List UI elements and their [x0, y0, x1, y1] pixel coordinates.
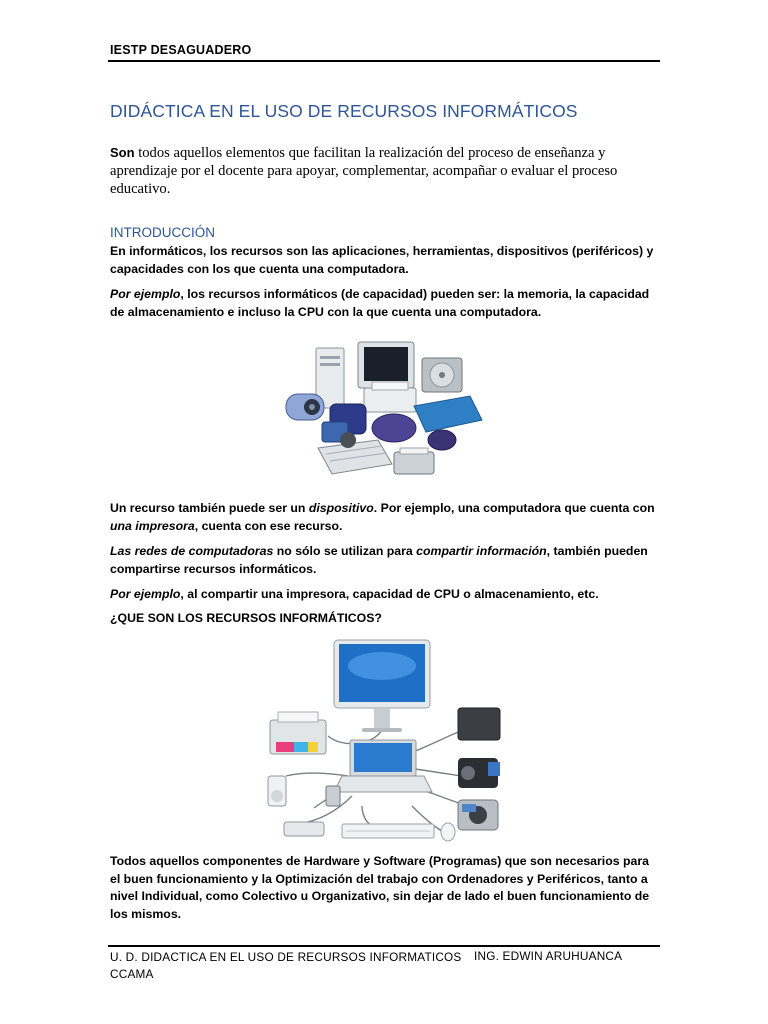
paragraph-3 — [110, 500, 660, 535]
header-divider — [108, 60, 660, 62]
footer-divider — [108, 945, 660, 947]
paragraph-3-c: . Por ejemplo, una computadora que cuenta con — [373, 501, 655, 515]
paragraph-3-d: una impresora — [110, 518, 195, 533]
paragraph-4-b: no sólo se utilizan para — [273, 544, 417, 558]
footer-author-surname: CCAMA — [110, 967, 154, 981]
computer-network-devices-icon — [262, 636, 506, 848]
footer-left — [110, 949, 490, 983]
paragraph-4-c: compartir información — [416, 544, 547, 558]
intro-paragraph — [110, 144, 650, 198]
paragraph-1: En informáticos, los recursos son las aplicaciones, herramientas, dispositivos (periféricos) y capacidades con los que cuenta una computadora. — [110, 244, 654, 276]
paragraph-5-a: Por ejemplo — [110, 587, 181, 601]
paragraph-4-a: Las redes de computadoras — [110, 544, 274, 558]
paragraph-4-d: , también pueden compartirse recursos informáticos. — [110, 544, 648, 576]
paragraph-3-a: Un recurso también puede ser un — [110, 501, 309, 515]
computer-peripherals-collage-icon — [282, 336, 488, 488]
paragraph-3-b: dispositivo — [308, 501, 374, 515]
footer-course-name: U. D. DIDACTICA EN EL USO DE RECURSOS INFORMATICOS — [110, 950, 462, 964]
question-heading: ¿QUE SON LOS RECURSOS INFORMÁTICOS? — [110, 611, 382, 625]
paragraph-2 — [110, 286, 660, 321]
section-heading-introduccion: INTRODUCCIÓN — [110, 225, 215, 240]
page-header: IESTP DESAGUADERO — [110, 43, 252, 57]
intro-lead-word: Son — [110, 145, 135, 160]
document-title: DIDÁCTICA EN EL USO DE RECURSOS INFORMÁTICOS — [110, 101, 578, 121]
paragraph-6: Todos aquellos componentes de Hardware y Software (Programas) que son necesarios para el buen funcionamiento y la Optimización del trabajo con Ordenadores y Periféricos, tanto a nivel Individual, como Colectivo u Organizativo, sin dejar de lado el buen funcionamiento de los mismos. — [110, 854, 650, 921]
paragraph-2-italic: Por ejemplo — [110, 287, 181, 301]
footer-author: ING. EDWIN ARUHUANCA — [474, 949, 623, 963]
intro-text: todos aquellos elementos que facilitan la realización del proceso de enseñanza y aprendizaje por el docente para apoyar, complementar, acompañar o evaluar el proceso educativo. — [110, 145, 618, 197]
paragraph-4 — [110, 543, 660, 578]
paragraph-3-e: , cuenta con ese recurso. — [194, 518, 343, 533]
paragraph-5 — [110, 586, 660, 604]
paragraph-2-text: , los recursos informáticos (de capacidad) pueden ser: la memoria, la capacidad de almacenamiento e incluso la CPU con la que cuenta una computadora. — [110, 287, 650, 319]
paragraph-5-b: , al compartir una impresora, capacidad de CPU o almacenamiento, etc. — [180, 587, 599, 601]
